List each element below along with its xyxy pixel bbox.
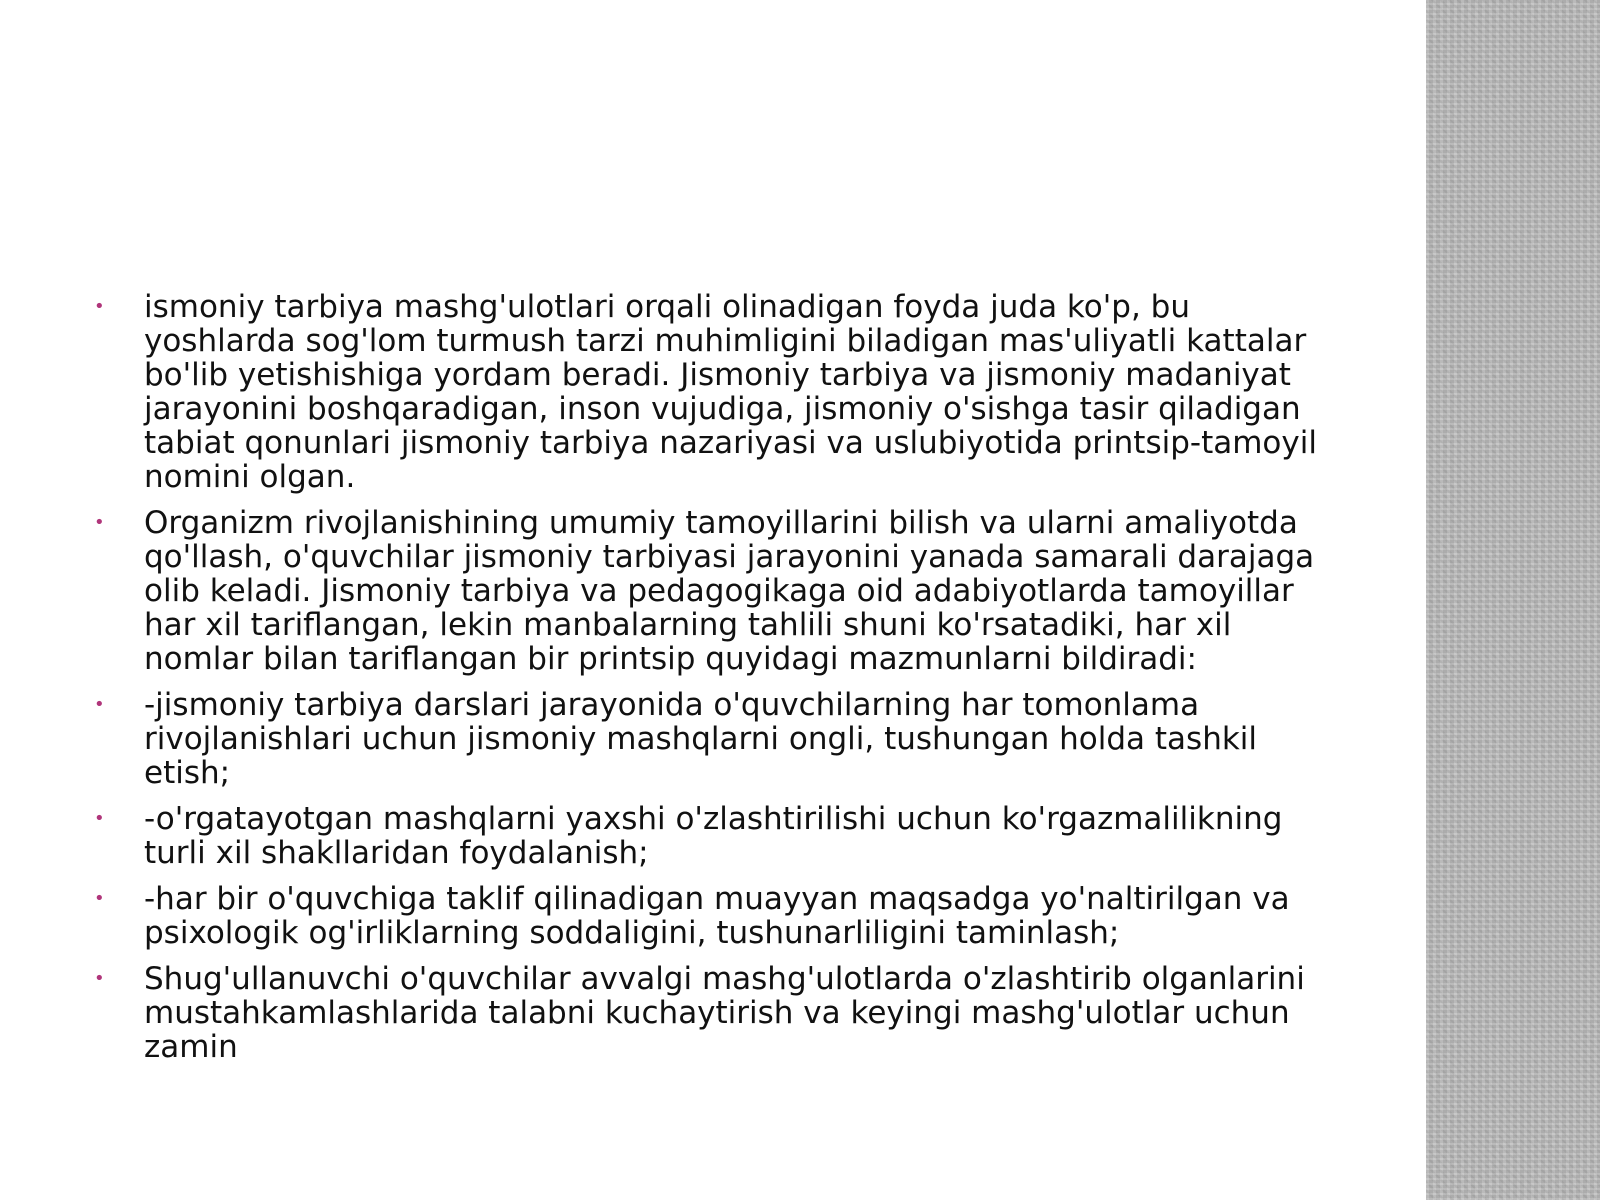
bullet-text: Shug'ullanuvchi o'quvchilar avvalgi mashg'ulotlarda o'zlashtirib olganlarini mustahkamlashlarida talabni kuchaytirish va keyingi mashg'ulotlar uchun zamin <box>144 961 1305 1065</box>
bullet-item <box>92 688 1342 790</box>
bullet-item <box>92 962 1342 1064</box>
bullet-dot-icon: • <box>94 512 105 533</box>
bullet-dot-icon: • <box>94 808 105 829</box>
bullet-text: Organizm rivojlanishining umumiy tamoyillarini bilish va ularni amaliyotda qo'llash, o'quvchilar jismoniy tarbiyasi jarayonini yanada samarali darajaga olib keladi. Jismoniy tarbiya va pedagogikaga oid adabiyotlarda tamoyillar har xil tariflangan, lekin manbalarning tahlili shuni ko'rsatadiki, har xil nomlar bilan tariflangan bir printsip quyidagi mazmunlarni bildiradi: <box>144 505 1315 677</box>
bullet-text: -jismoniy tarbiya darslari jarayonida o'quvchilarning har tomonlama rivojlanishlari uchun jismoniy mashqlarni ongli, tushungan holda tashkil etish; <box>144 687 1258 791</box>
bullet-item <box>92 290 1342 494</box>
bullet-text: -har bir o'quvchiga taklif qilinadigan muayyan maqsadga yo'naltirilgan va psixologik og'irliklarning soddaligini, tushunarliligini taminlash; <box>144 881 1290 951</box>
bullet-dot-icon: • <box>94 968 105 989</box>
bullet-dot-icon: • <box>94 888 105 909</box>
slide-content <box>92 290 1342 1076</box>
bullet-dot-icon: • <box>94 694 105 715</box>
bullet-list <box>92 290 1342 1064</box>
bullet-text: -o'rgatayotgan mashqlarni yaxshi o'zlashtirilishi uchun ko'rgazmalilikning turli xil shakllaridan foydalanish; <box>144 801 1283 871</box>
side-texture-panel <box>1426 0 1600 1200</box>
bullet-text: ismoniy tarbiya mashg'ulotlari orqali olinadigan foyda juda ko'p, bu yoshlarda sog'lom turmush tarzi muhimligini biladigan mas'uliyatli kattalar bo'lib yetishishiga yordam beradi. Jismoniy tarbiya va jismoniy madaniyat jarayonini boshqaradigan, inson vujudiga, jismoniy o'sishga tasir qiladigan tabiat qonunlari jismoniy tarbiya nazariyasi va uslubiyotida printsip-tamoyil nomini olgan. <box>144 289 1317 495</box>
bullet-item <box>92 506 1342 676</box>
bullet-item <box>92 882 1342 950</box>
bullet-item <box>92 802 1342 870</box>
bullet-dot-icon: • <box>94 296 105 317</box>
